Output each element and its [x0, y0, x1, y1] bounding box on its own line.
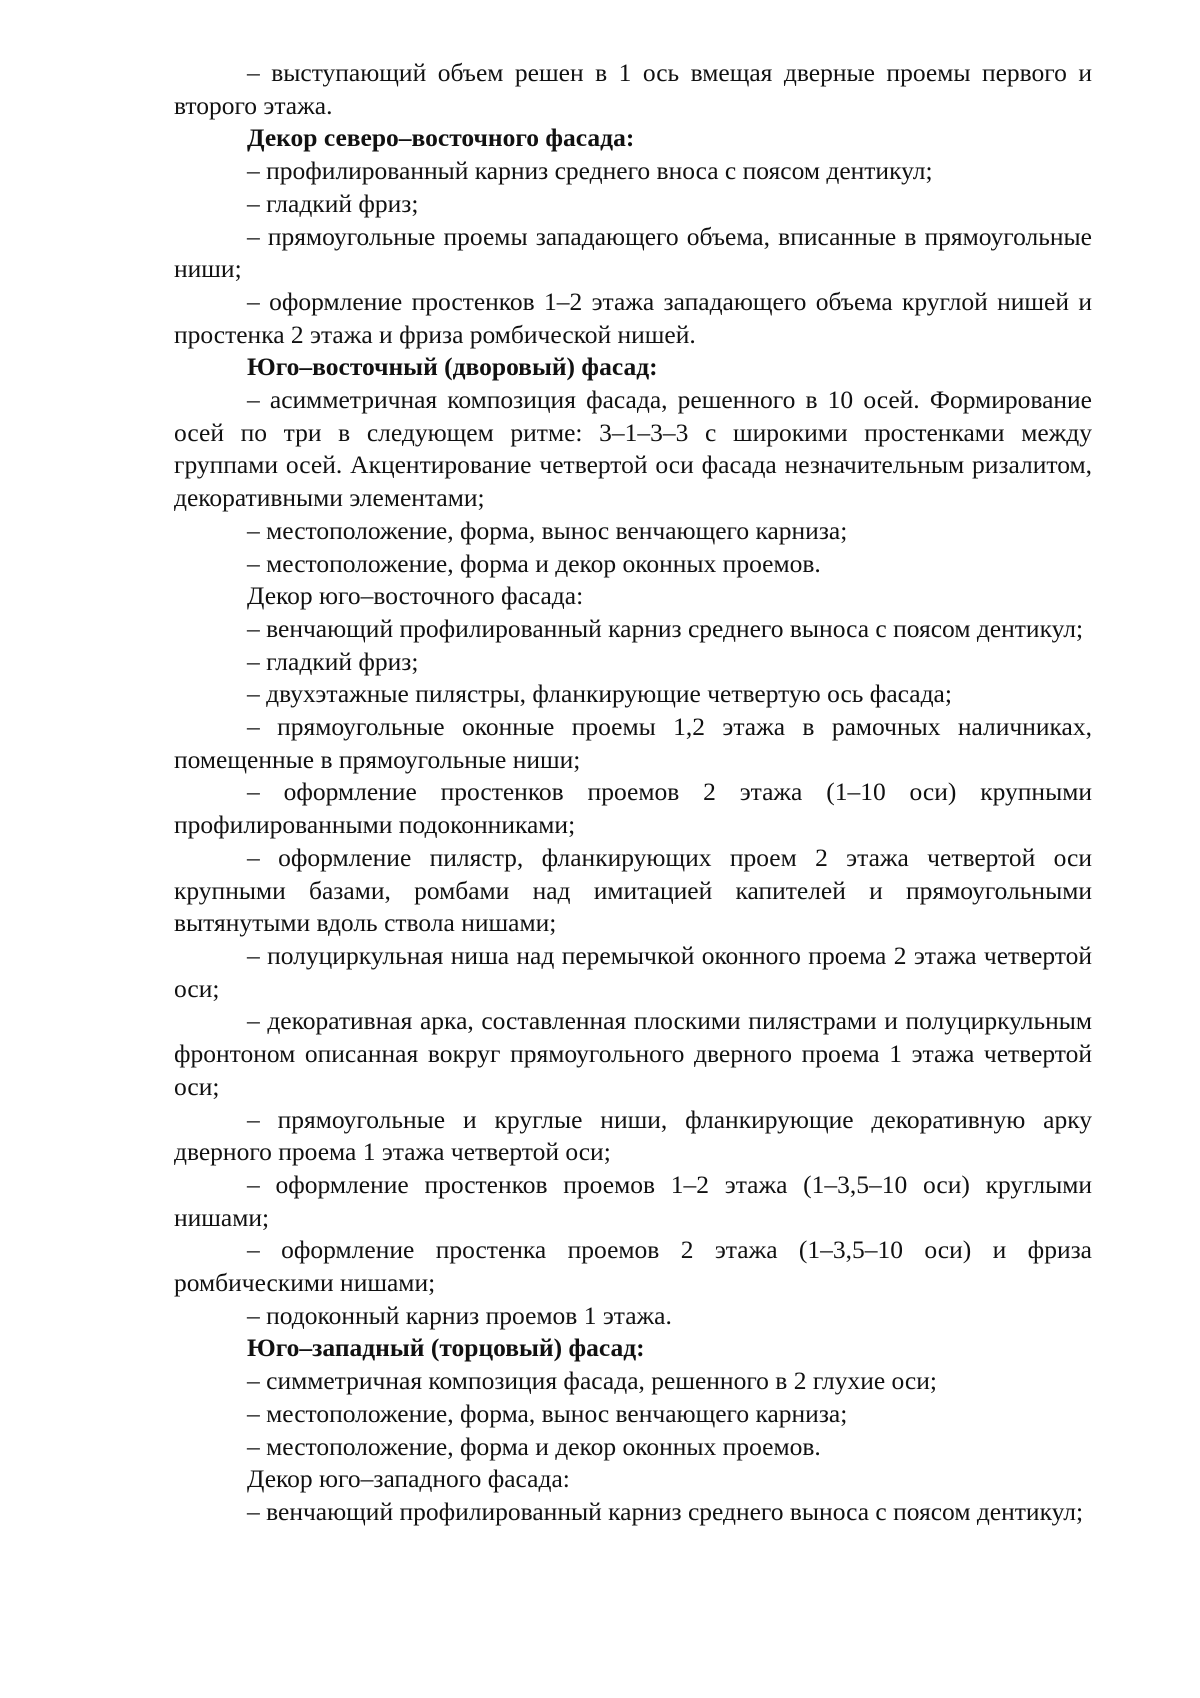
paragraph: – выступающий объем решен в 1 ось вмещая дверные проемы первого и второго этажа. — [174, 58, 1092, 120]
list-item: – декоративная арка, составленная плоскими пилястрами и полуциркульным фронтоном описанная вокруг прямоугольного дверного проема 1 этажа четвертой оси; — [174, 1006, 1092, 1101]
list-item: – прямоугольные проемы западающего объема, вписанные в прямоугольные ниши; — [174, 221, 1092, 284]
list-item: – венчающий профилированный карниз среднего выноса с поясом дентикул; — [247, 1496, 1084, 1526]
list-item: – асимметричная композиция фасада, решенного в 10 осей. Формирование осей по три в следующем ритме: 3–1–3–3 с широкими простенками между группами осей. Акцентирование четвертой оси фасада незначительным ризалитом, декоративными элементами; — [174, 385, 1092, 513]
list-item: – прямоугольные и круглые ниши, фланкирующие декоративную арку дверного проема 1 этажа четвертой оси; — [174, 1104, 1092, 1167]
list-item: – оформление простенков проемов 1–2 этажа (1–3,5–10 оси) круглыми нишами; — [174, 1169, 1092, 1232]
list-item: – местоположение, форма и декор оконных проемов. — [247, 548, 821, 578]
list-item: – местоположение, форма, вынос венчающего карниза; — [247, 1398, 848, 1428]
list-item: – симметричная композиция фасада, решенного в 2 глухие оси; — [247, 1366, 937, 1396]
list-item: – полуциркульная ниша над перемычкой оконного проема 2 этажа четвертой оси; — [174, 940, 1092, 1003]
list-item: – оформление простенка проемов 2 этажа (1–3,5–10 оси) и фриза ромбическими нишами; — [174, 1235, 1092, 1298]
document-page — [174, 57, 1092, 1529]
list-item: – гладкий фриз; — [247, 646, 419, 676]
list-item: – венчающий профилированный карниз среднего выноса с поясом дентикул; — [247, 613, 1084, 643]
list-item: – оформление простенков 1–2 этажа западающего объема круглой нишей и простенка 2 этажа и фриза ромбической нишей. — [174, 286, 1092, 349]
list-item: – подоконный карниз проемов 1 этажа. — [247, 1300, 672, 1330]
section-heading: Декор северо–восточного фасада: — [247, 123, 635, 153]
section-heading: Юго–западный (торцовый) фасад: — [247, 1333, 645, 1363]
list-item: – оформление пилястр, фланкирующих проем 2 этажа четвертой оси крупными базами, ромбами над имитацией капителей и прямоугольными вытянутыми вдоль ствола нишами; — [174, 842, 1092, 938]
subsection-label: Декор юго–восточного фасада: — [247, 581, 584, 611]
list-item: – профилированный карниз среднего вноса с поясом дентикул; — [247, 156, 933, 186]
list-item: – оформление простенков проемов 2 этажа (1–10 оси) крупными профилированными подоконниками; — [174, 777, 1092, 840]
list-item: – двухэтажные пилястры, фланкирующие четвертую ось фасада; — [247, 679, 952, 709]
list-item: – гладкий фриз; — [247, 188, 419, 218]
list-item: – местоположение, форма и декор оконных проемов. — [247, 1431, 821, 1461]
list-item: – прямоугольные оконные проемы 1,2 этажа в рамочных наличниках, помещенные в прямоугольные ниши; — [174, 712, 1092, 774]
section-heading: Юго–восточный (дворовый) фасад: — [247, 352, 658, 382]
subsection-label: Декор юго–западного фасада: — [247, 1464, 570, 1494]
list-item: – местоположение, форма, вынос венчающего карниза; — [247, 515, 848, 545]
